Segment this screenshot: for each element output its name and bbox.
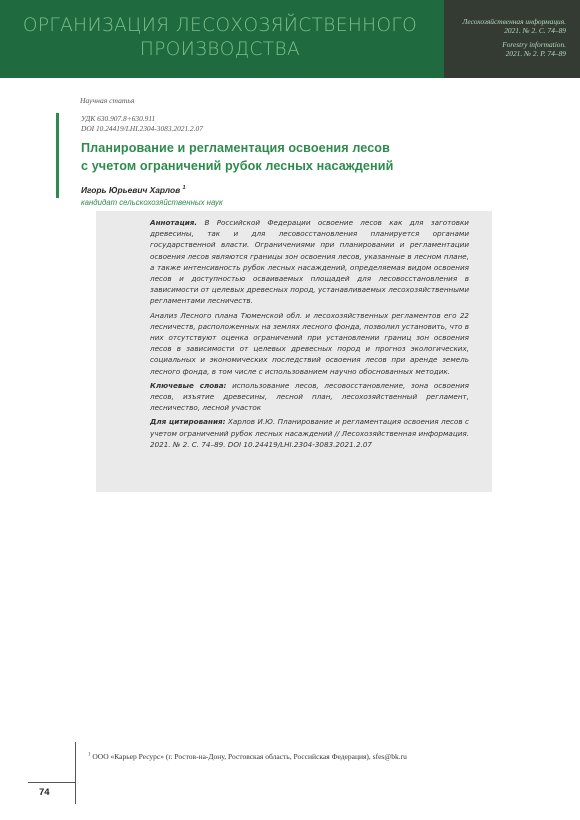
abstract-label: Аннотация.	[150, 218, 198, 227]
author-name	[81, 185, 186, 195]
footnote-mark: 1	[88, 752, 91, 758]
journal-title-line-1: ОРГАНИЗАЦИЯ ЛЕСОХОЗЯЙСТВЕННОГО	[22, 15, 418, 36]
footer-horizontal-rule	[28, 782, 76, 783]
citation-ru-line-2: 2021. № 2. С. 74–89	[504, 26, 566, 35]
article-title-line-1: Планирование и регламентация освоения лесов	[81, 141, 390, 155]
keywords-paragraph	[150, 380, 469, 414]
abstract-text	[150, 217, 469, 453]
footnote-text: ООО «Карьер Ресурс» (г. Ростов-на-Дону, Ростовская область, Российская Федерация), sfes@bk.ru	[92, 752, 407, 761]
abstract-text-2: Анализ Лесного плана Тюменской обл. и лесохозяйственных регламентов его 22 лесничеств, расположенных на землях лесного фонда, позволил установить, что в них отсутствуют оценка ограничений при установлении границ зон освоения лесов в зависимости от целевых древесных пород и прогноз экологических, социальных и экономических последствий освоения лесов при аренде земель лесного фонда, в том числе с использованием научно обоснованных методик.	[150, 310, 469, 376]
journal-header	[0, 0, 580, 78]
citation-paragraph	[150, 416, 469, 450]
citation-text: Харлов И.Ю. Планирование и регламентация освоения лесов с учетом ограничений рубок лесных насаждений // Лесохозяйственная информация. 2021. № 2. С. 74–89. DOI 10.24419/LHI.2304-3083.2021.2.07	[150, 417, 469, 449]
doi: DOI 10.24419/LHI.2304-3083.2021.2.07	[81, 124, 203, 133]
author-name-text: Игорь Юрьевич Харлов	[81, 185, 181, 195]
citation-label: Для цитирования:	[150, 417, 226, 427]
abstract-paragraph-1	[150, 217, 469, 307]
article-title-line-2: с учетом ограничений рубок лесных насаждений	[81, 159, 394, 173]
journal-citation	[441, 17, 566, 58]
author-footnote-mark: 1	[182, 185, 186, 192]
article-identifiers	[81, 114, 203, 134]
author-degree: кандидат сельскохозяйственных наук	[81, 198, 223, 207]
page-number: 74	[39, 787, 50, 798]
citation-en-line-1: Forestry information.	[502, 40, 566, 49]
abstract-paragraph-2	[150, 310, 469, 377]
abstract-text-1: В Российской Федерации освоение лесов как для заготовки древесины, так и для лесовосстановления планируется органами государственной власти. Ограничениями при планировании и регламентации освоения лесов являются границы зон освоения лесов, указанные в лесном плане, а также интенсивность рубок лесных насаждений, определяемая видом освоения лесов и доступностью осваиваемых площадей для лесовосстановления в зависимости от целевых древесных пород, устанавливаемых лесохозяйственными регламентами лесничеств.	[150, 218, 469, 306]
header-green-panel	[0, 0, 444, 78]
accent-bar	[56, 113, 59, 198]
citation-ru-line-1: Лесохозяйственная информация.	[462, 17, 566, 26]
abstract-box	[96, 211, 492, 492]
footnote	[88, 752, 407, 761]
footer-vertical-rule	[75, 742, 76, 804]
article-type: Научная статья	[80, 96, 135, 105]
journal-title-line-2: ПРОИЗВОДСТВА	[139, 39, 301, 60]
udk-code: УДК 630.907.8+630.911	[81, 114, 156, 123]
citation-en-line-2: 2021. № 2. P. 74–89	[505, 49, 566, 58]
keywords-label: Ключевые слова:	[150, 380, 227, 390]
keywords-text: использование лесов, лесовосстановление, зона освоения лесов, изъятие древесины, лесной план, лесохозяйственный регламент, лесничество, лесной участок	[150, 380, 469, 413]
article-title	[81, 139, 393, 175]
journal-section-title	[0, 14, 440, 62]
